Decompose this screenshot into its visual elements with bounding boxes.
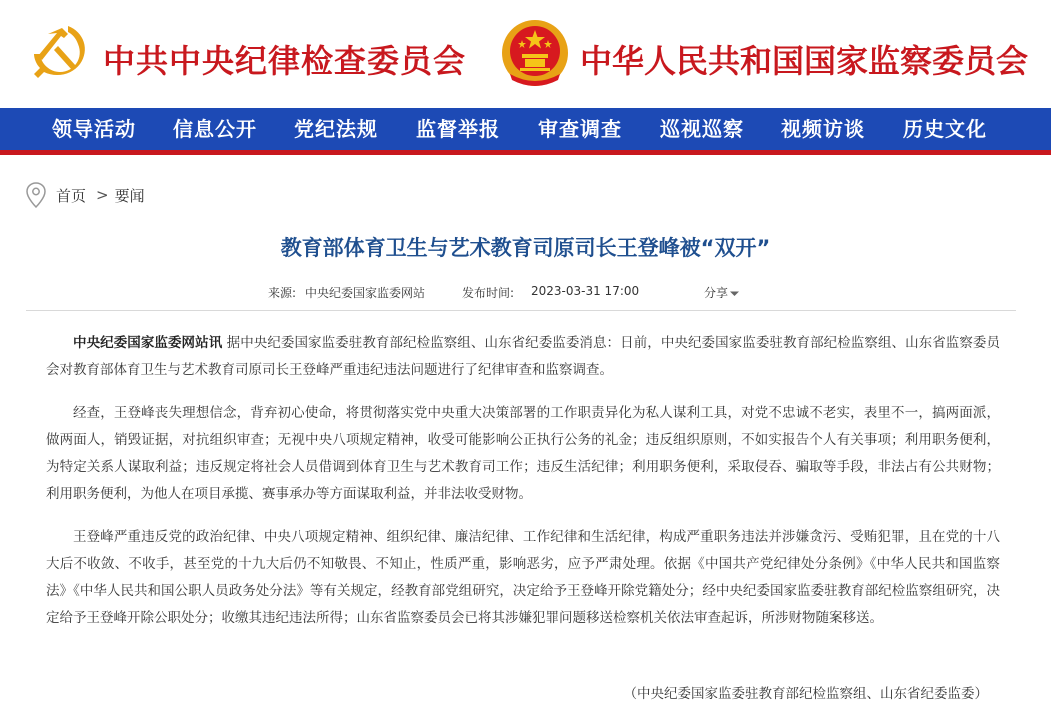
share-dropdown[interactable] [704,284,739,301]
site-title-nsc[interactable]: 中华人民共和国国家监察委员会 [580,42,1029,80]
site-title-ccdi[interactable]: 中共中央纪律检查委员会 [103,42,467,80]
article-title: 教育部体育卫生与艺术教育司原司长王登峰被“双开” [280,236,771,260]
nav-item-history[interactable]: 历史文化 [903,117,987,141]
breadcrumb [26,180,145,210]
breadcrumb-home-link[interactable]: 首页 [56,186,87,205]
main-nav [0,108,1051,150]
source-label: 来源: [268,286,297,300]
nav-item-report[interactable]: 监督举报 [416,117,500,141]
article-source: 中央纪委国家监委网站 [305,286,426,300]
location-pin-icon [26,182,46,208]
national-emblem-icon[interactable] [500,18,570,88]
share-label: 分享 [704,286,729,300]
breadcrumb-separator: > [96,186,109,204]
caret-down-icon [730,289,739,298]
nav-item-video[interactable]: 视频访谈 [781,117,865,141]
nav-item-inspection[interactable]: 巡视巡察 [660,117,744,141]
publish-time: 2023-03-31 17:00 [531,284,640,298]
article-body [46,330,1000,648]
nav-item-regulations[interactable]: 党纪法规 [294,117,378,141]
nav-item-investigation[interactable]: 审查调查 [538,117,622,141]
paragraph-1-text: 据中央纪委国家监委驻教育部纪检监察组、山东省纪委监委消息：日前，中央纪委国家监委驻教育部纪检监察组、山东省监察委员会对教育部体育卫生与艺术教育司原司长王登峰严重违纪违法问题进行了纪律审查和监察调查。 [46,335,1000,378]
paragraph-3: 王登峰严重违反党的政治纪律、中央八项规定精神、组织纪律、廉洁纪律、工作纪律和生活纪律，构成严重职务违法并涉嫌贪污、受贿犯罪，且在党的十八大后不收敛、不收手，甚至党的十九大后仍不知敬畏、不知止，性质严重，影响恶劣，应予严肃处理。依据《中国共产党纪律处分条例》《中华人民共和国监察法》《中华人民共和国公职人员政务处分法》等有关规定，经教育部党组研究，决定给予王登峰开除党籍处分；经中央纪委国家监委驻教育部纪检监察组研究，决定给予王登峰开除公职处分；收缴其违纪违法所得；山东省监察委员会已将其涉嫌犯罪问题移送检察机关依法审查起诉，所涉财物随案移送。 [46,529,1000,626]
nav-item-info-disclosure[interactable]: 信息公开 [173,117,257,141]
breadcrumb-current-link[interactable]: 要闻 [114,186,145,205]
lead-source: 中央纪委国家监委网站讯 [73,335,223,351]
article-signature: （中央纪委国家监委驻教育部纪检监察组、山东省纪委监委） [623,686,988,702]
site-header [0,0,1051,108]
publish-time-label: 发布时间: [462,286,515,300]
meta-divider [26,310,1016,311]
article-meta [0,284,1051,304]
paragraph-2: 经查，王登峰丧失理想信念，背弃初心使命，将贯彻落实党中央重大决策部署的工作职责异化为私人谋利工具，对党不忠诚不老实，表里不一，搞两面派，做两面人，销毁证据，对抗组织审查；无视中央八项规定精神，收受可能影响公正执行公务的礼金；违反组织原则，不如实报告个人有关事项；利用职务便利，为特定关系人谋取利益；违反规定将社会人员借调到体育卫生与艺术教育司工作；违反生活纪律；利用职务便利，采取侵吞、骗取等手段，非法占有公共财物；利用职务便利，为他人在项目承揽、赛事承办等方面谋取利益，并非法收受财物。 [46,405,1000,502]
nav-item-leadership[interactable]: 领导活动 [52,117,136,141]
paragraph-1 [46,330,1000,384]
nav-accent-bar [0,150,1051,155]
party-emblem-icon[interactable] [28,20,92,84]
